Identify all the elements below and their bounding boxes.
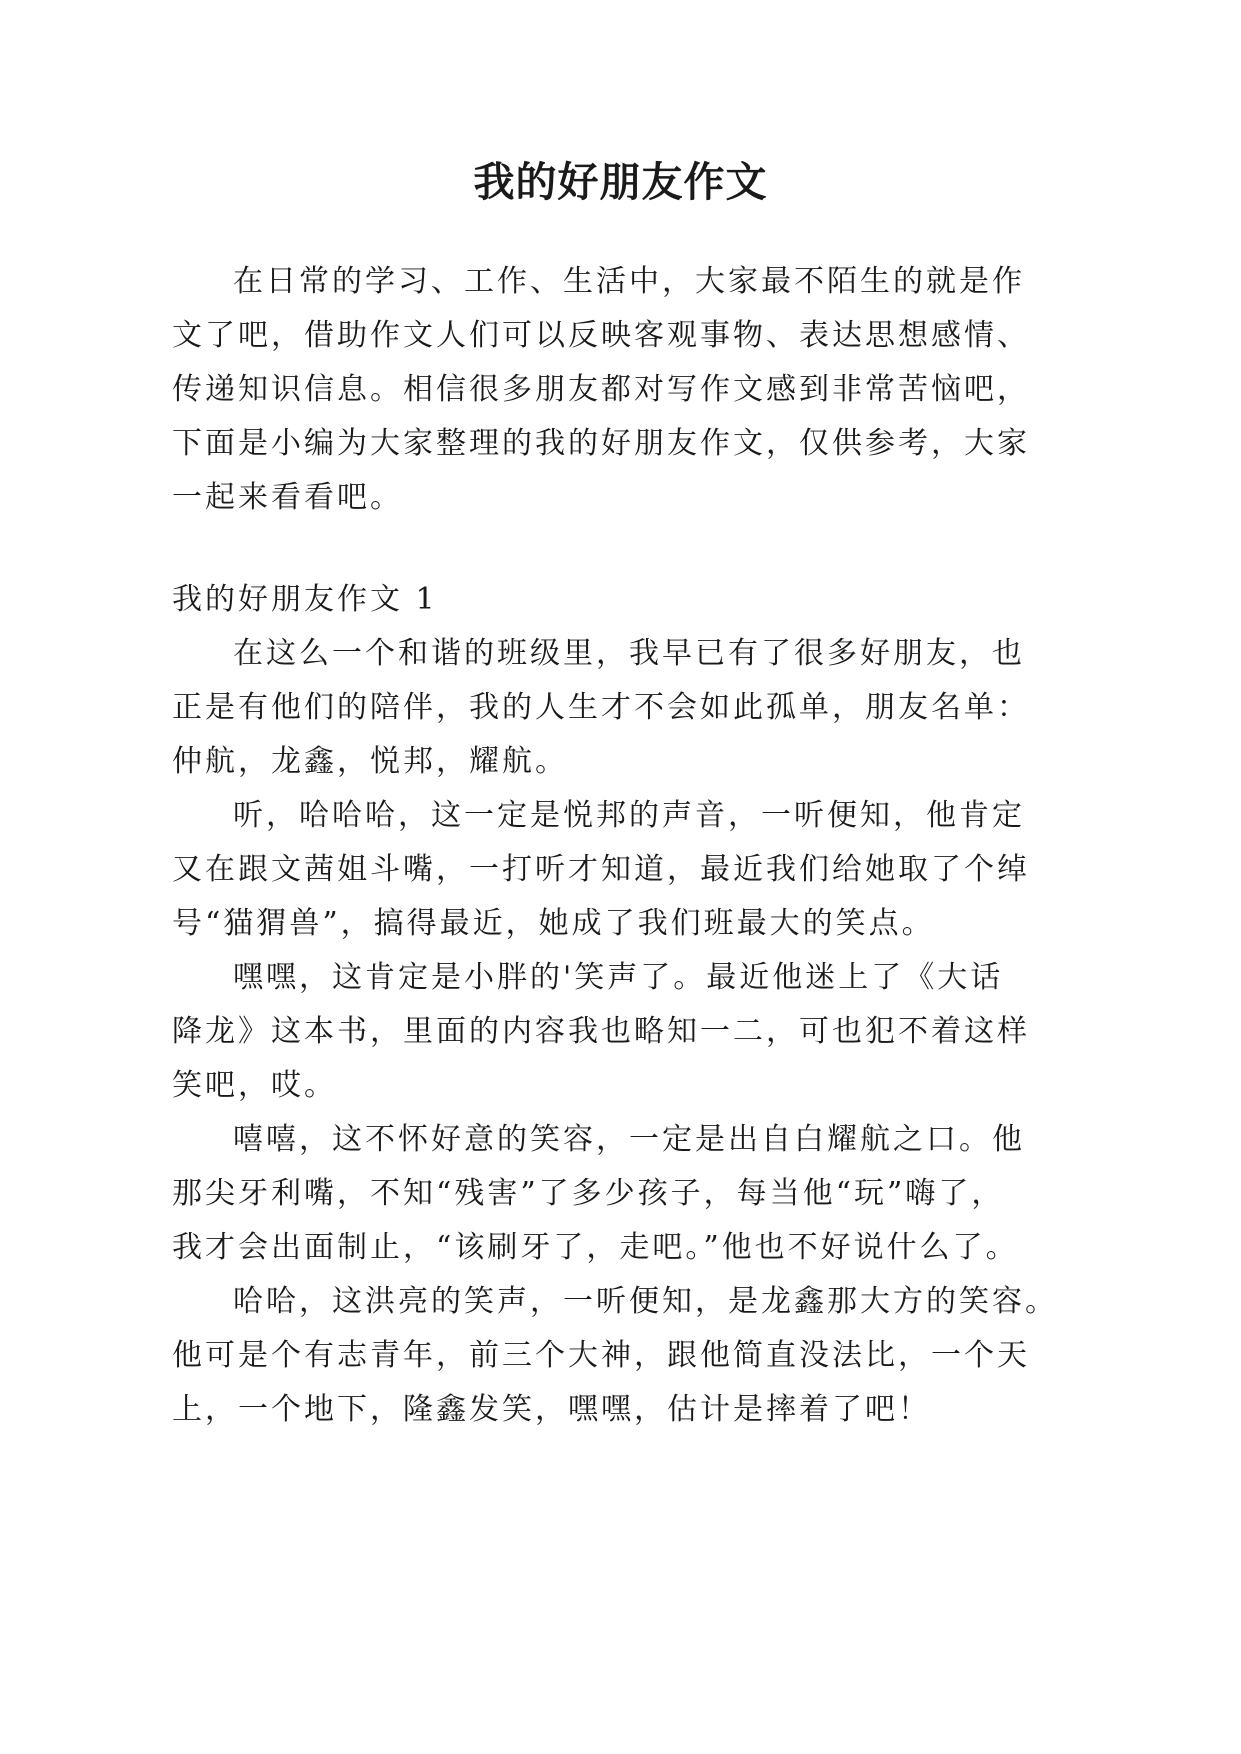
body-line: 那尖牙利嘴，不知“残害”了多少孩子，每当他“玩”嗨了， [172,1176,1005,1211]
intro-line: 文了吧，借助作文人们可以反映客观事物、表达思想感情、 [172,318,1030,353]
body-line: 他可是个有志青年，前三个大神，跟他简直没法比，一个天 [172,1338,1030,1373]
intro-line: 下面是小编为大家整理的我的好朋友作文，仅供参考，大家 [172,426,1030,461]
body-line: 哈哈，这洪亮的笑声，一听便知，是龙鑫那大方的笑容。 [233,1284,1058,1319]
intro-line: 一起来看看吧。 [172,480,403,515]
document-title: 我的好朋友作文 [473,158,768,206]
body-line: 降龙》这本书，里面的内容我也略知一二，可也犯不着这样 [172,1014,1030,1049]
body-line: 嘿嘿，这肯定是小胖的'笑声了。最近他迷上了《大话 [233,960,1004,995]
body-line: 我才会出面制止，“该刷牙了，走吧。”他也不好说什么了。 [172,1230,1019,1265]
body-line: 嘻嘻，这不怀好意的笑容，一定是出自白耀航之口。他 [233,1122,1025,1157]
body-line: 在这么一个和谐的班级里，我早已有了很多好朋友，也 [233,636,1025,671]
section-heading: 我的好朋友作文 1 [172,582,438,617]
body-line: 又在跟文茜姐斗嘴，一打听才知道，最近我们给她取了个绰 [172,852,1030,887]
intro-line: 在日常的学习、工作、生活中，大家最不陌生的就是作 [233,264,1025,299]
body-line: 笑吧，哎。 [172,1068,337,1103]
body-line: 听，哈哈哈，这一定是悦邦的声音，一听便知，他肯定 [233,798,1025,833]
body-line: 上，一个地下，隆鑫发笑，嘿嘿，估计是摔着了吧！ [172,1392,931,1427]
body-line: 仲航，龙鑫，悦邦，耀航。 [172,744,568,779]
intro-line: 传递知识信息。相信很多朋友都对写作文感到非常苦恼吧， [172,372,1030,407]
body-line: 正是有他们的陪伴，我的人生才不会如此孤单，朋友名单： [172,690,1030,725]
body-line: 号“猫猬兽”，搞得最近，她成了我们班最大的笑点。 [172,906,935,941]
